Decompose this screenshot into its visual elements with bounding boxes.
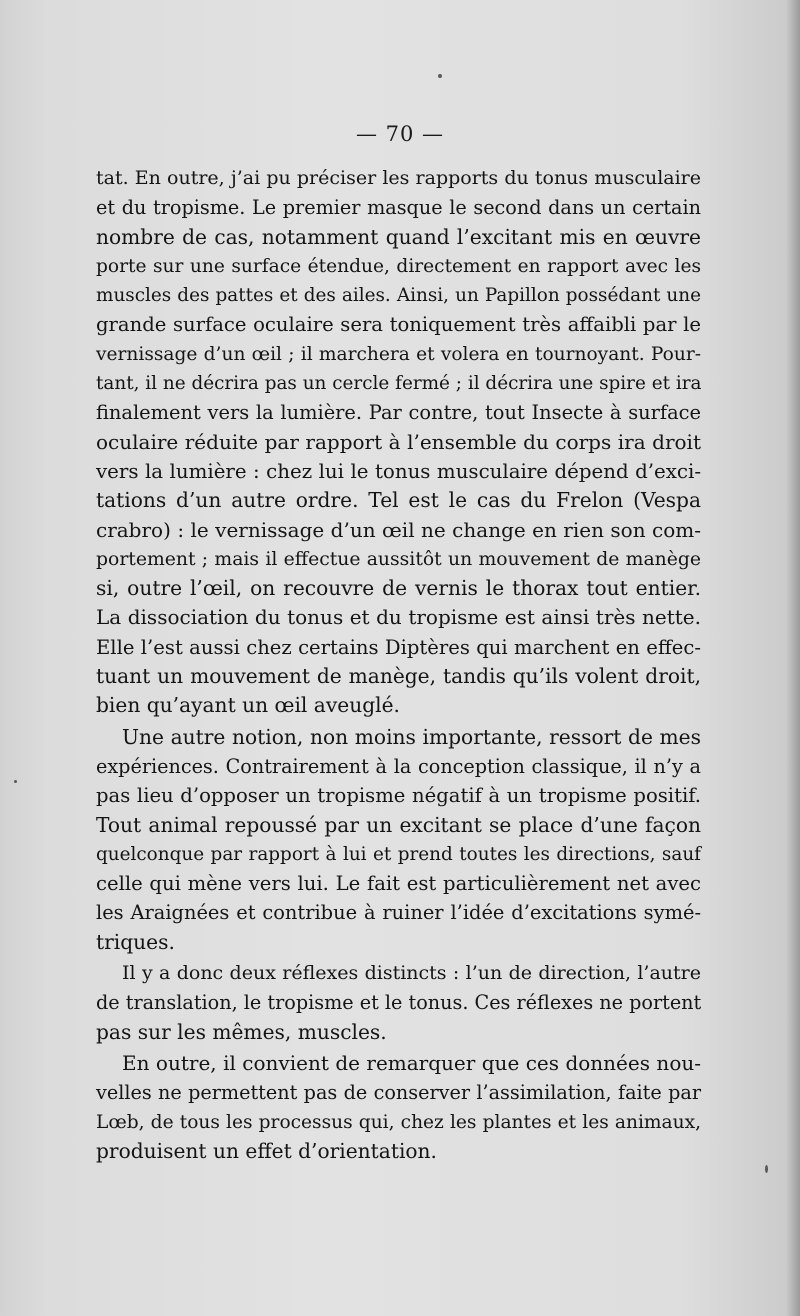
paragraph xyxy=(96,164,701,721)
paragraph xyxy=(96,723,701,957)
page-edge-shadow xyxy=(786,0,800,1316)
page-number: — 70 — xyxy=(355,122,445,146)
text-line: triques. xyxy=(96,929,175,954)
text-line: expériences. Contrairement à la conception classique, il n’y a xyxy=(96,754,701,778)
text-line: pas sur les mêmes, muscles. xyxy=(96,1019,387,1044)
text-line: portement ; mais il effectue aussitôt un mouvement de manège xyxy=(96,548,701,570)
text-line: velles ne permettent pas de conserver l’assimilation, faite par xyxy=(96,1081,701,1105)
text-line: vernissage d’un œil ; il marchera et volera en tournoyant. Pour- xyxy=(96,343,701,365)
text-line: pas lieu d’opposer un tropisme négatif à un tropisme positif. xyxy=(96,784,701,808)
text-line: et du tropisme. Le premier masque le second dans un certain xyxy=(96,196,701,220)
text-line: produisent un effet d’orientation. xyxy=(96,1138,437,1163)
text-line: celle qui mène vers lui. Le fait est particulièrement net avec xyxy=(96,872,701,896)
text-line: bien qu’ayant un œil aveuglé. xyxy=(96,693,400,718)
text-line: grande surface oculaire sera toniquement très affaibli par le xyxy=(96,313,701,337)
text-line: porte sur une surface étendue, directement en rapport avec les xyxy=(96,255,701,277)
text-line: tat. En outre, j’ai pu préciser les rapports du tonus musculaire xyxy=(96,167,701,189)
text-line: si, outre l’œil, on recouvre de vernis le thorax tout entier. xyxy=(96,576,701,601)
paragraph xyxy=(96,959,701,1047)
text-line: tant, il ne décrira pas un cercle fermé ; il décrira une spire et ira xyxy=(96,373,702,395)
text-line: tations d’un autre ordre. Tel est le cas du Frelon (Vespa xyxy=(96,488,701,513)
text-line: La dissociation du tonus et du tropisme est ainsi très nette. xyxy=(96,605,701,630)
speck-mark xyxy=(765,1165,768,1173)
text-line: de translation, le tropisme et le tonus. Ces réflexes ne portent xyxy=(96,991,702,1015)
text-line: oculaire réduite par rapport à l’ensemble du corps ira droit xyxy=(96,429,701,454)
speck-mark xyxy=(14,780,17,783)
text-line: les Araignées et contribue à ruiner l’idée d’excitations symé- xyxy=(96,901,701,925)
text-line: Une autre notion, non moins importante, ressort de mes xyxy=(122,724,701,749)
text-line: finalement vers la lumière. Par contre, tout Insecte à surface xyxy=(96,401,701,425)
text-line: Il y a donc deux réflexes distincts : l’un de direction, l’autre xyxy=(122,962,701,985)
text-line: Elle l’est aussi chez certains Diptères qui marchent en effec- xyxy=(96,635,701,659)
body-text xyxy=(96,164,701,1166)
text-line: Tout animal repoussé par un excitant se place d’une façon xyxy=(96,812,701,837)
text-line: tuant un mouvement de manège, tandis qu’ils volent droit, xyxy=(96,664,701,689)
text-line: Lœb, de tous les processus qui, chez les plantes et les animaux, xyxy=(96,1111,701,1133)
text-line: quelconque par rapport à lui et prend toutes les directions, sauf xyxy=(96,843,701,865)
text-line: En outre, il convient de remarquer que ces données nou- xyxy=(122,1050,701,1075)
speck-mark xyxy=(438,74,442,78)
text-line: crabro) : le vernissage d’un œil ne change en rien son com- xyxy=(96,517,701,542)
text-line: muscles des pattes et des ailes. Ainsi, un Papillon possédant une xyxy=(96,285,701,307)
text-line: vers la lumière : chez lui le tonus musculaire dépend d’exci- xyxy=(96,459,701,483)
paragraph xyxy=(96,1049,701,1166)
text-line: nombre de cas, notamment quand l’excitant mis en œuvre xyxy=(96,224,701,249)
